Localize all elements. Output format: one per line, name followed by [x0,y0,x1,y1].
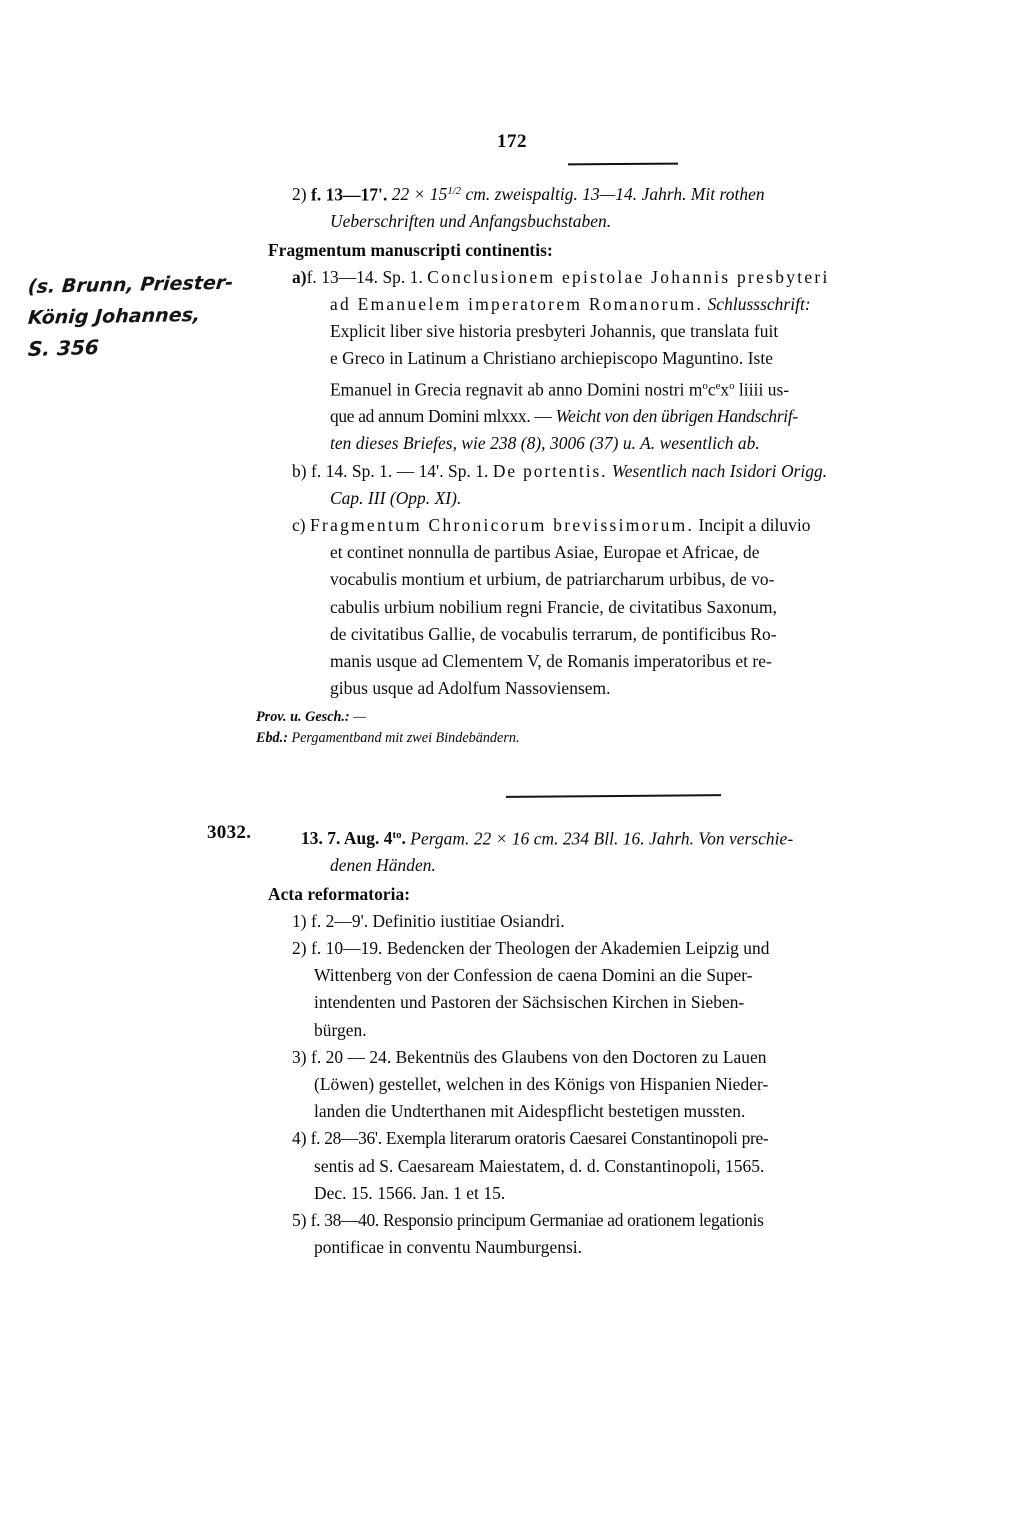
handwritten-marginal-note [28,272,263,365]
entry-item-b-line2: Cap. III (Opp. XI). [330,487,462,508]
marginal-note-line: König Johannes, [27,304,201,329]
record-continuation-body [256,178,980,749]
acta-heading: Acta reformatoria: [268,883,411,904]
entry-marker: 5) [292,1210,307,1231]
record-separator-rule [506,794,721,798]
binding-label: Ebd.: [256,730,288,747]
entry-colophon-label: Schlussschrift: [707,294,811,315]
entry-marker: 2) [292,938,307,959]
entry-marker: 3) [292,1046,307,1067]
entry-title-spaced: Fragmentum Chronicorum brevissimorum. [310,514,695,535]
entry-item-c-line6: manis usque ad Clementem V, de Romanis imperatoribus et re- [330,650,772,671]
binding-line [256,728,980,749]
entry-marker: 2) [292,184,307,205]
acta-item-text: f. 2—9'. Definitio iustitiae Osiandri. [311,910,565,931]
acta-item-cont: landen die Undterthanen mit Aidespflicht bestetigen mussten. [314,1101,746,1122]
acta-item-cont: Wittenberg von der Confession de caena Domini an die Super- [314,965,753,986]
page-number: 172 [497,131,527,152]
entry-folio-range: f. 13—17'. [311,184,388,205]
entry-marker: c) [292,514,306,535]
record-3032-description: Pergam. 22 × 16 cm. 234 Bll. 16. Jahrh. Von verschie- [410,828,794,849]
acta-item [268,1044,980,1071]
acta-item-cont: pontificae in conventu Naumburgensi. [314,1237,583,1258]
acta-item-cont: sentis ad S. Caesaream Maiestatem, d. d. Constantinopoli, 1565. [314,1155,765,1176]
acta-item [268,935,980,962]
entry-item-b [268,458,980,485]
acta-item-text: f. 38—40. Responsio principum Germaniae ad orationem legationis [310,1210,764,1231]
entry-item-a-line7: ten dieses Briefes, wie 238 (8), 3006 (37) u. A. wesentlich ab. [330,433,760,454]
entry-folio-range: f. 13—14. Sp. 1. [306,266,423,287]
entry-dimension-fraction: 1/2 [447,185,462,197]
acta-item-text: f. 20 — 24. Bekentnüs des Glaubens von den Doctoren zu Lauen [311,1046,767,1067]
entry-folio-range: f. 14. Sp. 1. — 14'. Sp. 1. [311,460,489,481]
fragment-heading: Fragmentum manuscripti continentis: [268,239,553,260]
editorial-comment: Weicht von den übrigen Handschrif- [555,406,798,427]
acta-item-cont: intendenten und Pastoren der Sächsischen Kirchen in Sieben- [314,992,745,1013]
entry-dimensions: 22 × 15 [391,184,448,205]
acta-item-text: f. 28—36'. Exempla literarum oratoris Caesarei Constantinopoli pre- [310,1128,769,1149]
editorial-comment: Wesentlich nach Isidori Origg. [611,460,828,481]
acta-item-cont: (Löwen) gestellet, welchen in des Königs von Hispanien Nieder- [314,1074,769,1095]
entry-item-c-line2: et continet nonnulla de partibus Asiae, Europae et Africae, de [330,542,760,563]
acta-item-cont: bürgen. [314,1019,367,1040]
entry-item-c-line5: de civitatibus Gallie, de vocabulis terrarum, de pontificibus Ro- [330,623,777,644]
colophon-text: x [720,378,730,399]
entry-item-c [268,512,980,539]
binding-value: Pergamentband mit zwei Bindebändern. [291,730,520,747]
shelfmark-period: . [401,828,406,849]
page-header [0,132,1024,152]
entry-marker: b) [292,460,307,481]
entry-item-2-line2: Ueberschriften und Anfangsbuchstaben. [330,211,612,232]
entry-item-a-line2 [268,291,980,318]
provenance-label: Prov. u. Gesch.: [256,709,350,726]
entry-marker: 4) [292,1128,307,1149]
entry-title-spaced: De portentis. [492,460,608,481]
roman-numeral-superscript: o [702,379,708,392]
entry-item-a [268,264,980,291]
entry-item-2 [268,178,980,208]
marginal-note-line: S. 356 [27,335,100,361]
record-3032-shelfmark-line [268,822,980,852]
shelfmark: 13. 7. Aug. 4 [301,828,393,849]
provenance-line [256,707,980,728]
entry-item-c-line4: cabulis urbium nobilium regni Francie, de civitatibus Saxonum, [330,596,777,617]
roman-numeral-superscript: e [715,379,721,392]
colophon-text: que ad annum Domini mlxxx. — [330,406,552,427]
colophon-text: liiii us- [734,378,790,399]
entry-title-spaced-cont: ad Emanuelem imperatorem Romanorum. [330,294,704,315]
acta-item [268,908,980,935]
acta-item [268,1125,980,1152]
entry-item-a-line6 [268,403,980,430]
provenance-value: — [353,709,366,726]
entry-item-c-line7: gibus usque ad Adolfum Nassoviensem. [330,678,611,699]
acta-item-cont: Dec. 15. 1566. Jan. 1 et 15. [314,1182,506,1203]
acta-item-text: f. 10—19. Bedencken der Theologen der Akademien Leipzig und [311,938,770,959]
entry-title-spaced: Conclusionem epistolae Johannis presbyteri [427,266,830,287]
acta-item [268,1207,980,1234]
entry-item-c-line3: vocabulis montium et urbium, de patriarcharum urbibus, de vo- [330,569,775,590]
entry-item-a-line3: Explicit liber sive historia presbyteri Johannis, que translata fuit [330,321,779,342]
entry-marker: 1) [292,910,307,931]
marginal-note-line: (s. Brunn, Priester- [27,271,235,298]
entry-description: Incipit a diluvio [698,514,811,535]
entry-item-a-line5 [268,373,980,403]
colophon-text: c [707,378,716,399]
entry-description: cm. zweispaltig. 13—14. Jahrh. Mit rothen [465,184,765,205]
shelfmark-format-superscript: to [392,829,402,841]
roman-numeral-superscript: o [729,379,735,392]
colophon-text: Emanuel in Grecia regnavit ab anno Domini nostri m [330,378,703,399]
entry-item-a-line4: e Greco in Latinum a Christiano archiepiscopo Maguntino. Iste [330,348,774,369]
record-3032-body [268,822,980,1262]
header-rule [568,163,678,166]
record-3032-description-line2: denen Händen. [330,855,436,876]
record-number-3032: 3032. [207,822,252,843]
entry-marker: a) [292,266,307,287]
